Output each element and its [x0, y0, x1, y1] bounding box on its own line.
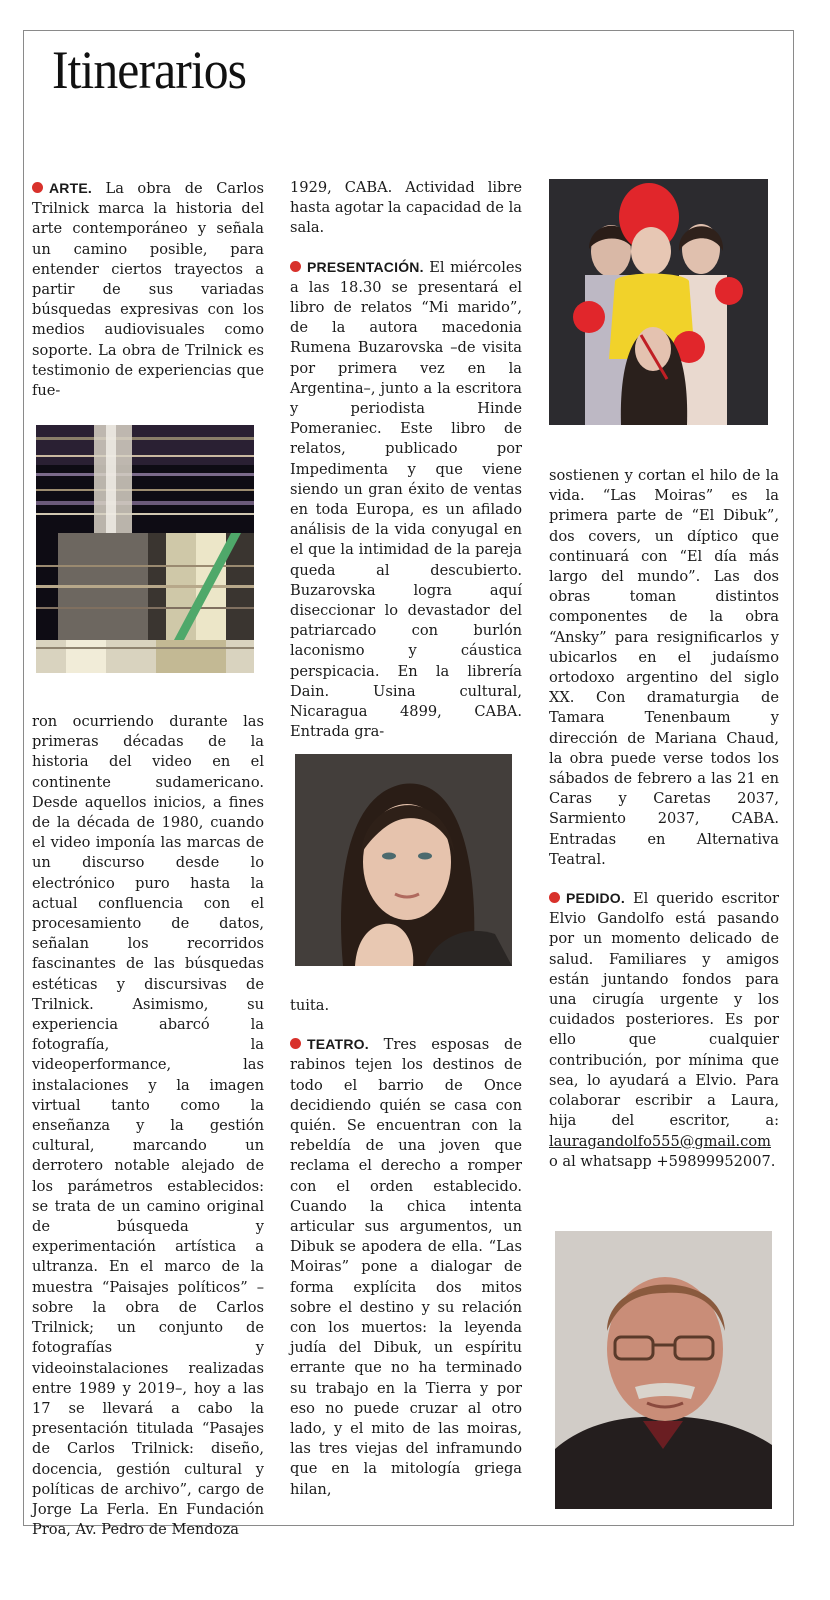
kicker-teatro: TEATRO. — [307, 1036, 369, 1053]
paragraph-pedido — [549, 888, 779, 1172]
text-teatro: Tres esposas de rabinos tejen los destinos de todo el barrio de Once decidiendo quién se casa con quién. Se encuentran con la rebeldía de una joven que reclama el derecho a romper con el orden establecido. Cuando la chica intenta articular sus argumentos, un Dibuk se apodera de ella. “Las Moiras” pone a dialogar de forma explícita dos mitos sobre el destino y su relación con los muertos: la leyenda judía del Dibuk, un espíritu errante que no ha terminado su trabajo en la Tierra y por eso no puede cruzar al otro lado, y el mito de las moiras, las tres viejas del inframundo que en la mitología griega hilan, — [290, 1036, 522, 1498]
photo-elvio-gandolfo — [555, 1231, 772, 1509]
text-pedido-tail: o al whatsapp +59899952007. — [549, 1152, 776, 1170]
paragraph-presentacion — [290, 257, 522, 743]
bullet-icon — [290, 1038, 301, 1049]
kicker-presentacion: PRESENTACIÓN. — [307, 258, 424, 275]
paragraph-arte-cont: ron ocurriendo durante las primeras décadas de la historia del video en el continente sudamericano. Desde aquellos inicios, a fines de la década de 1980, cuando el video imponía las marcas de un discurso desde lo electrónico puro hasta la actual confluencia con el procesamiento de datos, señalan los recorridos fascinantes de las búsquedas estéticas y discursivas de Trilnick. Asimismo, su experiencia abarcó la fotografía, la videoperformance, las instalaciones y la imagen virtual tanto como la enseñanza y la gestión cultural, marcando un derrotero notable alejado de los parámetros establecidos: se trata de un camino original de búsqueda y experimentación artística a ultranza. En el marco de la muestra “Paisajes políticos” –sobre la obra de Carlos Trilnick; un conjunto de fotografías y videoinstalaciones realizadas entre 1989 y 2019–, hoy a las 17 se llevará a cabo la presentación titulada “Pasajes de Carlos Trilnick: diseño, docencia, gestión cultural y políticas de archivo”, cargo de Jorge La Ferla. En Fundación Proa, Av. Pedro de Mendoza — [32, 713, 264, 1539]
email-link[interactable]: lauragandolfo555@gmail.com — [549, 1132, 771, 1150]
kicker-pedido: PEDIDO. — [566, 890, 625, 907]
text-pedido: El querido escritor Elvio Gandolfo está pasando por un momento delicado de salud. Familiares y amigos están juntando fondos para una cirugía urgente y los cuidados posteriores. Es por ello que cualquier contribución, por mínima que sea, lo ayudará a Elvio. Para colaborar escribir a Laura, hija del escritor, a: — [549, 890, 779, 1130]
bullet-icon — [32, 182, 43, 193]
column-middle-top — [290, 178, 522, 742]
photo-author-portrait — [295, 754, 512, 966]
paragraph-arte — [32, 178, 264, 401]
text-presentacion: El miércoles a las 18.30 se presentará el libro de relatos “Mi marido”, de la autora macedonia Rumena Buzarovska –de visita por primera vez en la Argentina–, junto a la escritora y periodista Hinde Pomeraniec. Este libro de relatos, publicado por Impedimenta y que viene siendo un gran éxito de ventas en toda Europa, es un afilado análisis de la vida conyugal en el que la intimidad de la pareja queda al descubierto. Buzarovska logra aquí diseccionar lo devastador del patriarcado con burlón laconismo y cáustica perspicacia. En la librería Dain. Usina cultural, Nicaragua 4899, CABA. Entrada gra- — [290, 258, 522, 741]
text-arte-1: La obra de Carlos Trilnick marca la historia del arte contemporáneo y señala un camino posible, para entender ciertos trayectos a partir de sus variadas búsquedas expresivas con los medios audiovisuales como soporte. La obra de Trilnick es testimonio de experiencias que fue- — [32, 180, 264, 400]
bullet-icon — [290, 261, 301, 272]
paragraph-teatro — [290, 1034, 522, 1500]
column-middle-bottom — [290, 996, 522, 1500]
photo-las-moiras — [549, 179, 768, 425]
bullet-icon — [549, 892, 560, 903]
paragraph-teatro-end: sostienen y cortan el hilo de la vida. “Las Moiras” es la primera parte de “El Dibuk”, dos covers, un díptico que continuará con “El día más largo del mundo”. Las dos obras toman distintos componentes de la obra “Ansky” para resignificarlos y ubicarlos en el judaísmo ortodoxo argentino del siglo XX. Con dramaturgia de Tamara Tenenbaum y dirección de Mariana Chaud, la obra puede verse todos los sábados de febrero a las 21 en Caras y Caretas 2037, Sarmiento 2037, CABA. Entradas en Alternativa Teatral. — [549, 467, 779, 868]
column-arte-top — [32, 178, 264, 401]
paragraph-arte-end: 1929, CABA. Actividad libre hasta agotar la capacidad de la sala. — [290, 179, 522, 237]
column-right-top — [549, 466, 779, 1172]
section-title: Itinerarios — [52, 40, 247, 100]
kicker-arte: ARTE. — [49, 180, 92, 196]
paragraph-presentacion-end: tuita. — [290, 997, 330, 1014]
photo-trilnick-artwork — [36, 425, 254, 673]
column-arte-bottom — [32, 712, 264, 1540]
